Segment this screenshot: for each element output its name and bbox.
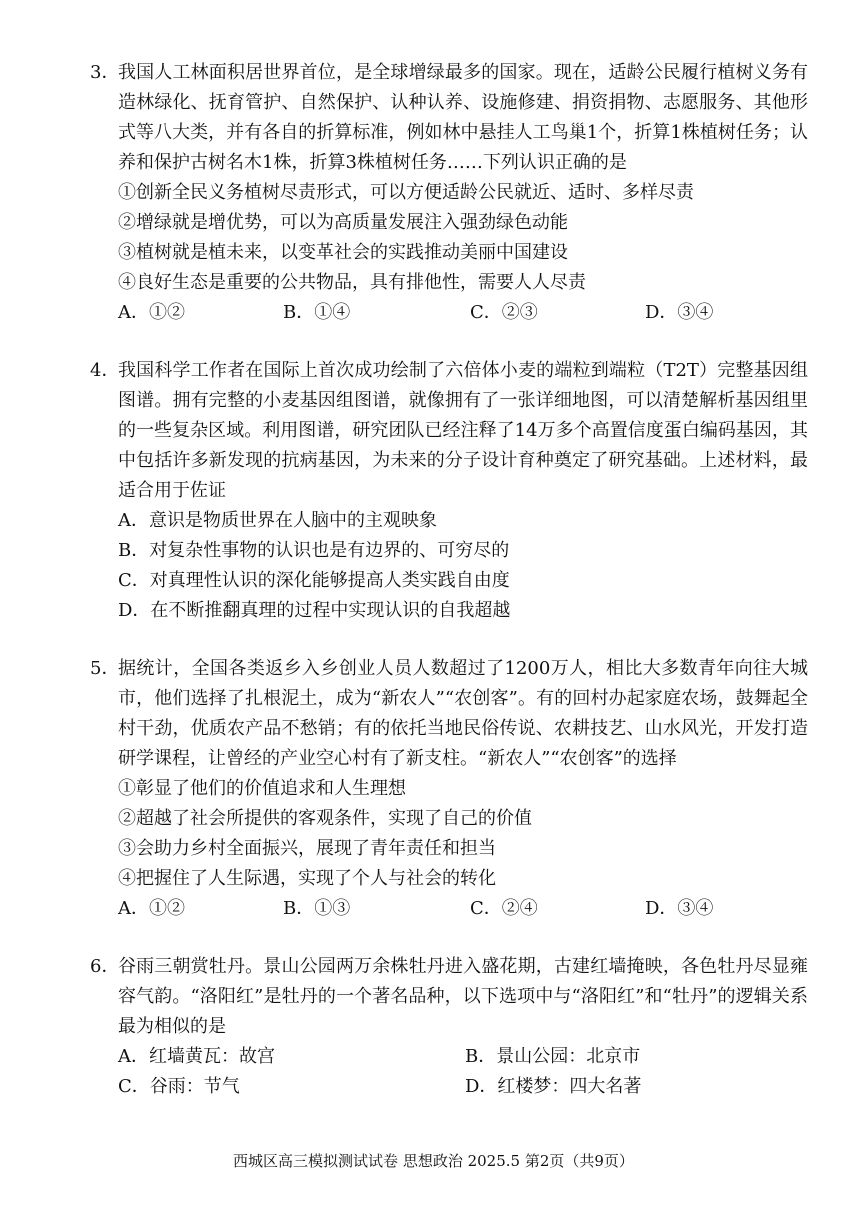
question-number: 6．: [90, 956, 120, 977]
statement-4: ④良好生态是重要的公共物品，具有排他性，需要人人尽责: [118, 272, 586, 293]
statement-2: ②增绿就是增优势，可以为高质量发展注入强劲绿色动能: [118, 212, 568, 233]
option-b: B．景山公园：北京市: [465, 1046, 641, 1067]
option-d: D．红楼梦：四大名著: [465, 1076, 642, 1097]
statement-3: ③会助力乡村全面振兴，展现了青年责任和担当: [118, 838, 496, 859]
question-stem: 谷雨三朝赏牡丹。景山公园两万余株牡丹进入盛花期，古建红墙掩映，各色牡丹尽显雍容气韵。“洛阳红”是牡丹的一个著名品种，以下选项中与“洛阳红”和“牡丹”的逻辑关系最为相似的是: [118, 956, 808, 1037]
option-a: A．意识是物质世界在人脑中的主观映象: [118, 510, 437, 531]
statement-4: ④把握住了人生际遇，实现了个人与社会的转化: [118, 868, 496, 889]
option-a: A．红墙黄瓦：故宫: [118, 1046, 275, 1067]
question-number: 5．: [90, 658, 120, 679]
question-stem: 据统计，全国各类返乡入乡创业人员人数超过了1200万人，相比大多数青年向往大城市，他们选择了扎根泥土，成为“新农人”“农创客”。有的回村办起家庭农场，鼓舞起全村干劲，优质农产品不愁销；有的依托当地民俗传说、农耕技艺、山水风光，开发打造研学课程，让曾经的产业空心村有了新支柱。“新农人”“农创客”的选择: [118, 658, 808, 769]
option-c: C．②④: [470, 898, 538, 919]
option-b: B．①③: [283, 898, 351, 919]
option-a: A．①②: [118, 898, 185, 919]
question-number: 4．: [90, 360, 120, 381]
option-d: D．③④: [645, 302, 714, 323]
statement-3: ③植树就是植未来，以变革社会的实践推动美丽中国建设: [118, 242, 568, 263]
statement-2: ②超越了社会所提供的客观条件，实现了自己的价值: [118, 808, 532, 829]
option-b: B．①④: [283, 302, 351, 323]
question-number: 3．: [90, 62, 120, 83]
option-a: A．①②: [118, 302, 185, 323]
option-d: D．在不断推翻真理的过程中实现认识的自我超越: [118, 600, 511, 621]
option-b: B．对复杂性事物的认识也是有边界的、可穷尽的: [118, 540, 510, 561]
option-d: D．③④: [645, 898, 714, 919]
question-stem: 我国科学工作者在国际上首次成功绘制了六倍体小麦的端粒到端粒（T2T）完整基因组图谱。拥有完整的小麦基因组图谱，就像拥有了一张详细地图，可以清楚解析基因组里的一些复杂区域。利用图谱，研究团队已经注释了14万多个高置信度蛋白编码基因，其中包括许多新发现的抗病基因，为未来的分子设计育种奠定了研究基础。上述材料，最适合用于佐证: [118, 360, 808, 501]
page-footer: 西城区高三模拟测试试卷 思想政治 2025.5 第2页（共9页）: [233, 1152, 634, 1170]
option-c: C．②③: [470, 302, 538, 323]
statement-1: ①创新全民义务植树尽责形式，可以方便适龄公民就近、适时、多样尽责: [118, 182, 694, 203]
option-c: C．谷雨：节气: [118, 1076, 240, 1097]
statement-1: ①彰显了他们的价值追求和人生理想: [118, 778, 406, 799]
option-c: C．对真理性认识的深化能够提高人类实践自由度: [118, 570, 510, 591]
question-stem: 我国人工林面积居世界首位，是全球增绿最多的国家。现在，适龄公民履行植树义务有造林绿化、抚育管护、自然保护、认种认养、设施修建、捐资捐物、志愿服务、其他形式等八大类，并有各自的折算标准，例如林中悬挂人工鸟巢1个，折算1株植树任务；认养和保护古树名木1株，折算3株植树任务……下列认识正确的是: [118, 62, 808, 173]
